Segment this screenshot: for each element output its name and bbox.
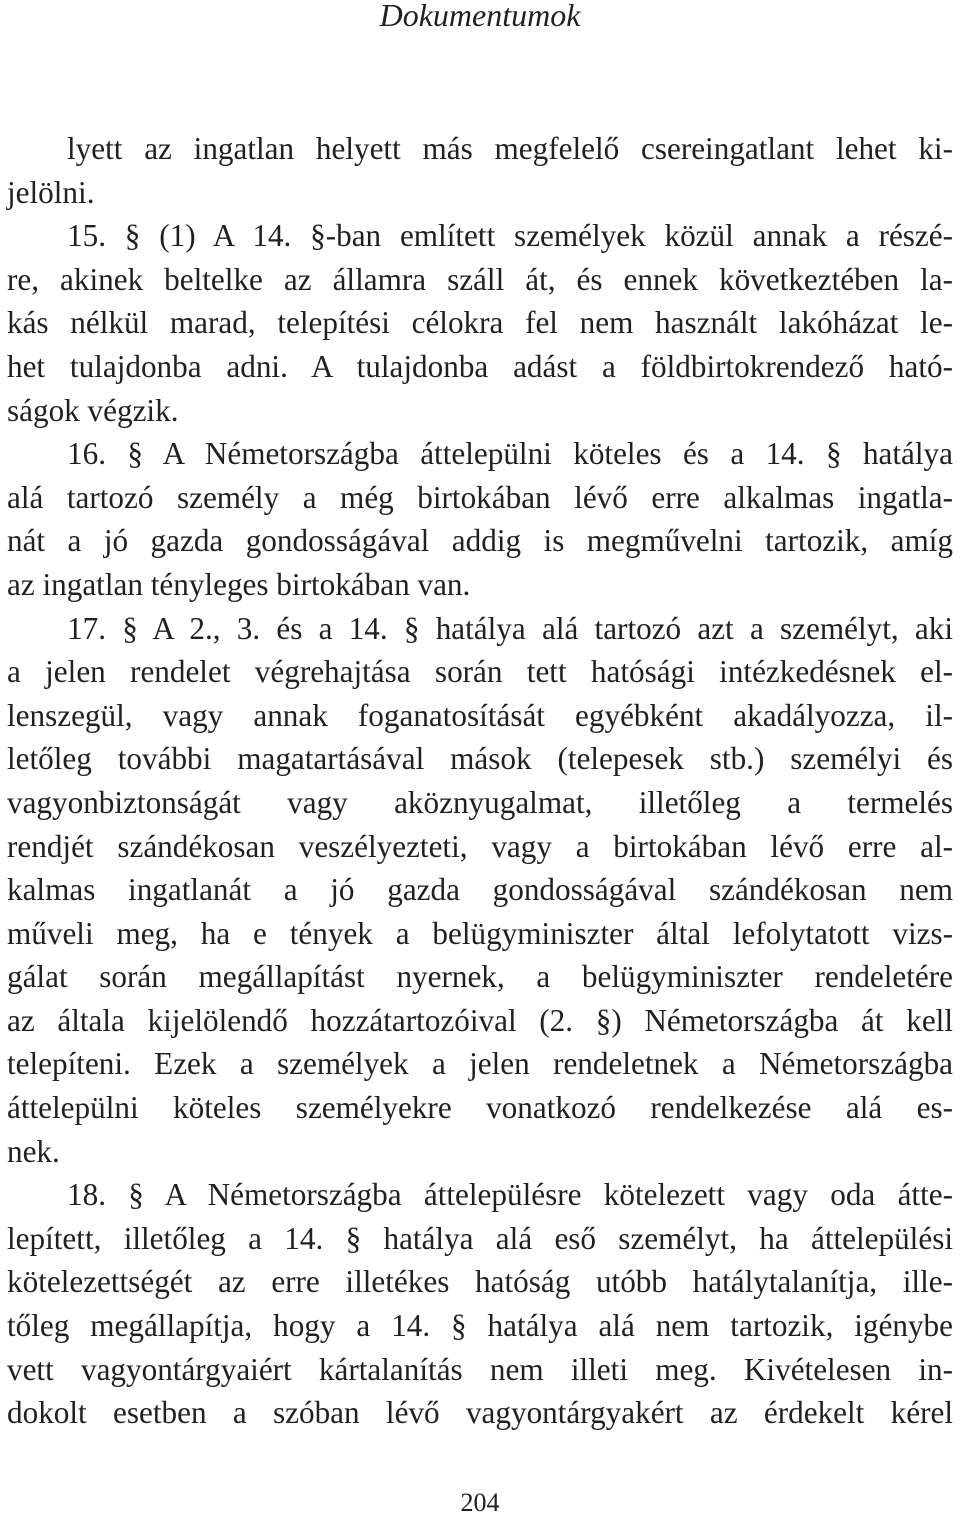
text-line: az ingatlan tényleges birtokában van. — [7, 566, 471, 602]
text-line: lyett az ingatlan helyett más megfelelő csereingatlant lehet ki- — [67, 131, 953, 166]
text-line: lepített, illetőleg a 14. § hatálya alá eső személyt, ha áttelepülési — [7, 1220, 953, 1256]
text-line: jelölni. — [7, 174, 95, 210]
text-line: gálat során megállapítást nyernek, a belügyminiszter rendeletére — [7, 959, 953, 995]
text-line: lenszegül, vagy annak foganatosítását egyébként akadályozza, il- — [7, 697, 953, 733]
text-line: műveli meg, ha e tények a belügyminiszter által lefolytatott vizs- — [7, 915, 953, 951]
text-line: re, akinek beltelke az államra száll át, és ennek következtében la- — [7, 261, 953, 297]
text-line: vett vagyontárgyaiért kártalanítás nem illeti meg. Kivételesen in- — [7, 1351, 953, 1387]
body-text — [7, 127, 953, 1435]
text-line: het tulajdonba adni. A tulajdonba adást a földbirtokrendező ható- — [7, 348, 953, 384]
running-head: Dokumentumok — [379, 0, 581, 33]
text-line: 17. § A 2., 3. és a 14. § hatálya alá tartozó azt a személyt, aki — [67, 610, 953, 646]
text-line: áttelepülni köteles személyekre vonatkozó rendelkezése alá es- — [7, 1090, 953, 1126]
text-line: nek. — [7, 1133, 60, 1169]
text-line: vagyonbiztonságát vagy aköznyugalmat, illetőleg a termelés — [7, 784, 953, 820]
text-line: rendjét szándékosan veszélyezteti, vagy a birtokában lévő erre al- — [7, 828, 953, 864]
text-line: tőleg megállapítja, hogy a 14. § hatálya alá nem tartozik, igénybe — [7, 1308, 953, 1344]
text-line: 18. § A Németországba áttelepülésre kötelezett vagy oda átte- — [67, 1177, 953, 1213]
text-line: telepíteni. Ezek a személyek a jelen rendeletnek a Németországba — [7, 1046, 953, 1082]
text-line: a jelen rendelet végrehajtása során tett hatósági intézkedésnek el- — [7, 654, 953, 690]
text-line: kötelezettségét az erre illetékes hatóság utóbb hatálytalanítja, ille- — [7, 1264, 953, 1300]
text-line: kalmas ingatlanát a jó gazda gondosságával szándékosan nem — [7, 872, 953, 908]
text-line: kás nélkül marad, telepítési célokra fel nem használt lakóházat le- — [7, 305, 953, 341]
text-line: ságok végzik. — [7, 392, 179, 428]
text-line: alá tartozó személy a még birtokában lévő erre alkalmas ingatla- — [7, 479, 953, 515]
page-number: 204 — [460, 1488, 500, 1517]
text-line: 15. § (1) A 14. §-ban említett személyek közül annak a részé- — [67, 218, 953, 254]
text-line: dokolt esetben a szóban lévő vagyontárgyakért az érdekelt kérel — [7, 1395, 953, 1431]
text-line: az általa kijelölendő hozzátartozóival (2. §) Németországba át kell — [7, 1002, 953, 1038]
text-line: 16. § A Németországba áttelepülni köteles és a 14. § hatálya — [67, 436, 953, 472]
text-line: letőleg további magatartásával mások (telepesek stb.) személyi és — [7, 741, 953, 777]
text-line: nát a jó gazda gondosságával addig is megművelni tartozik, amíg — [7, 523, 953, 559]
